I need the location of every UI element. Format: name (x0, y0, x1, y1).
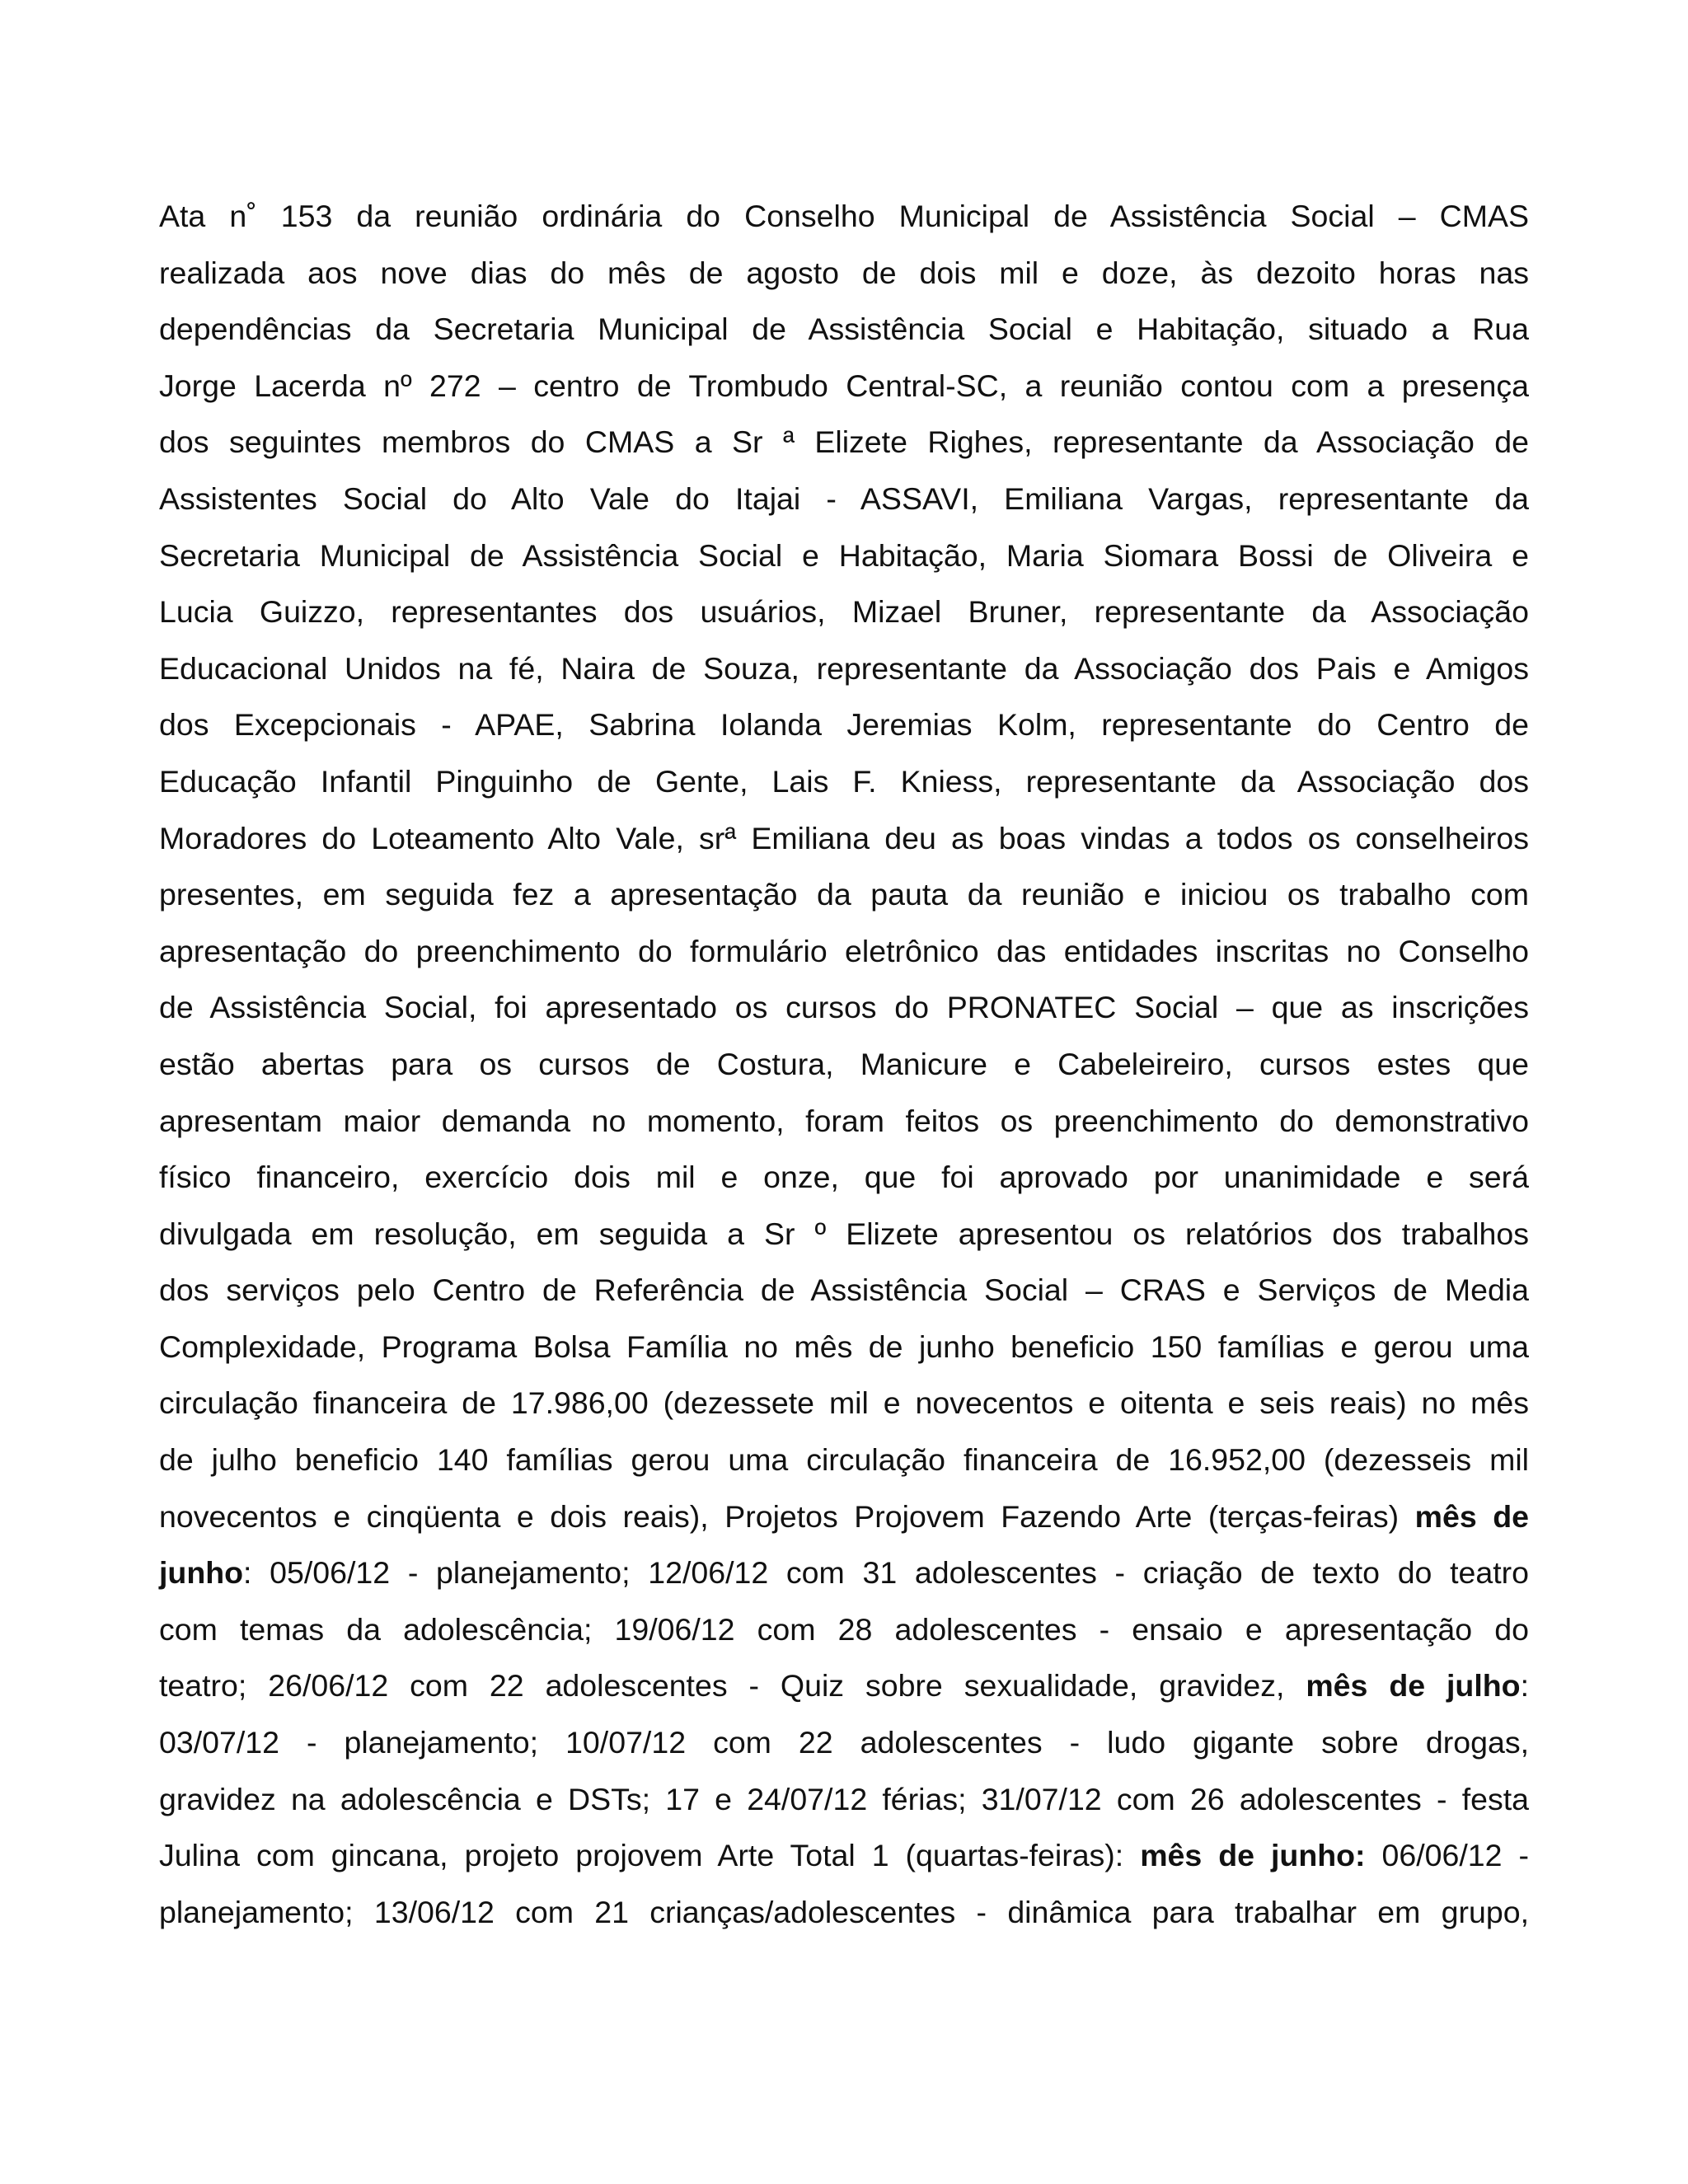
meeting-minutes-text (159, 188, 1529, 1940)
text-line-30 (159, 1827, 1529, 1884)
line-text: teatro; 26/06/12 com 22 adolescentes - Quiz sobre sexualidade, gravidez, (159, 1668, 1306, 1704)
line-text: Lucia Guizzo, representantes dos usuários, Mizael Bruner, representante da Associação (159, 594, 1529, 630)
text-line-8 (159, 583, 1529, 640)
text-line-25 (159, 1544, 1529, 1601)
bold-text: junho (159, 1555, 244, 1591)
text-line-9 (159, 640, 1529, 697)
line-text: realizada aos nove dias do mês de agosto de dois mil e doze, às dezoito horas nas (159, 255, 1529, 290)
text-line-14 (159, 923, 1529, 980)
text-line-19 (159, 1206, 1529, 1263)
text-line-17 (159, 1093, 1529, 1150)
text-line-22 (159, 1375, 1529, 1432)
bold-text: mês de (1414, 1498, 1529, 1534)
text-line-18 (159, 1149, 1529, 1206)
text-line-7 (159, 527, 1529, 584)
text-line-20 (159, 1262, 1529, 1319)
line-text: novecentos e cinqüenta e dois reais), Projetos Projovem Fazendo Arte (terças-feiras) (159, 1498, 1415, 1534)
text-line-28 (159, 1714, 1529, 1771)
line-text: planejamento; 13/06/12 com 21 crianças/adolescentes - dinâmica para trabalhar em grupo, (159, 1894, 1529, 1929)
text-line-11 (159, 753, 1529, 810)
line-text: gravidez na adolescência e DSTs; 17 e 24/07/12 férias; 31/07/12 com 26 adolescentes - festa (159, 1781, 1529, 1816)
line-text: Julina com gincana, projeto projovem Arte Total 1 (quartas-feiras): (159, 1838, 1141, 1873)
line-text-end: : (1520, 1668, 1529, 1704)
line-text: Moradores do Loteamento Alto Vale, srª Emiliana deu as boas vindas a todos os conselheiros (159, 820, 1529, 855)
text-line-26 (159, 1601, 1529, 1658)
line-text: Educacional Unidos na fé, Naira de Souza, representante da Associação dos Pais e Amigos (159, 650, 1529, 686)
line-text: Educação Infantil Pinguinho de Gente, Lais F. Kniess, representante da Associação dos (159, 763, 1529, 799)
text-line-31 (159, 1884, 1529, 1941)
text-line-21 (159, 1319, 1529, 1376)
line-text: Ata n˚ 153 da reunião ordinária do Conselho Municipal de Assistência Social – CMAS (159, 199, 1529, 233)
line-text: presentes, em seguida fez a apresentação da pauta da reunião e iniciou os trabalho com (159, 877, 1529, 912)
line-text: de julho beneficio 140 famílias gerou uma circulação financeira de 16.952,00 (dezesseis mil (159, 1442, 1529, 1478)
text-line-12 (159, 810, 1529, 867)
text-line-6 (159, 471, 1529, 527)
line-text: físico financeiro, exercício dois mil e onze, que foi aprovado por unanimidade e será (159, 1160, 1529, 1195)
line-text: Complexidade, Programa Bolsa Família no mês de junho beneficio 150 famílias e gerou uma (159, 1329, 1529, 1364)
line-text: com temas da adolescência; 19/06/12 com 28 adolescentes - ensaio e apresentação do (159, 1611, 1529, 1647)
text-line-15 (159, 979, 1529, 1036)
text-line-29 (159, 1771, 1529, 1828)
text-line-10 (159, 696, 1529, 753)
text-line-27 (159, 1657, 1529, 1714)
line-text: divulgada em resolução, em seguida a Sr º Elizete apresentou os relatórios dos trabalhos (159, 1216, 1529, 1251)
text-line-1 (159, 188, 1529, 245)
line-text: dependências da Secretaria Municipal de Assistência Social e Habitação, situado a Rua (159, 312, 1529, 347)
text-line-13 (159, 866, 1529, 923)
text-line-24 (159, 1488, 1529, 1545)
text-line-23 (159, 1432, 1529, 1488)
text-line-5 (159, 414, 1529, 471)
line-text: dos Excepcionais - APAE, Sabrina Iolanda Jeremias Kolm, representante do Centro de (159, 707, 1529, 743)
line-text: dos serviços pelo Centro de Referência de Assistência Social – CRAS e Serviços de Media (159, 1272, 1529, 1308)
line-text: Jorge Lacerda nº 272 – centro de Trombudo Central-SC, a reunião contou com a presença (159, 368, 1529, 403)
line-text: apresentam maior demanda no momento, foram feitos os preenchimento do demonstrativo (159, 1103, 1529, 1138)
line-text: circulação financeira de 17.986,00 (dezessete mil e novecentos e oitenta e seis reais) no mês (159, 1385, 1529, 1421)
line-text-end: 06/06/12 - (1365, 1838, 1529, 1873)
text-line-2 (159, 245, 1529, 302)
line-text: dos seguintes membros do CMAS a Sr ª Elizete Righes, representante da Associação de (159, 424, 1529, 460)
line-text: de Assistência Social, foi apresentado os cursos do PRONATEC Social – que as inscrições (159, 990, 1529, 1025)
line-text: estão abertas para os cursos de Costura, Manicure e Cabeleireiro, cursos estes que (159, 1046, 1529, 1081)
line-text: 03/07/12 - planejamento; 10/07/12 com 22 adolescentes - ludo gigante sobre drogas, (159, 1725, 1529, 1760)
line-text: apresentação do preenchimento do formulário eletrônico das entidades inscritas no Conselho (159, 933, 1529, 968)
bold-text: mês de julho (1306, 1668, 1521, 1704)
line-text: Assistentes Social do Alto Vale do Itajai - ASSAVI, Emiliana Vargas, representante da (159, 480, 1529, 516)
text-line-4 (159, 358, 1529, 415)
line-text: : 05/06/12 - planejamento; 12/06/12 com 31 adolescentes - criação de texto do teatro (243, 1555, 1529, 1591)
text-line-16 (159, 1036, 1529, 1093)
bold-text: mês de junho: (1140, 1838, 1366, 1873)
line-text: Secretaria Municipal de Assistência Social e Habitação, Maria Siomara Bossi de Oliveira e (159, 537, 1529, 573)
text-line-3 (159, 301, 1529, 358)
